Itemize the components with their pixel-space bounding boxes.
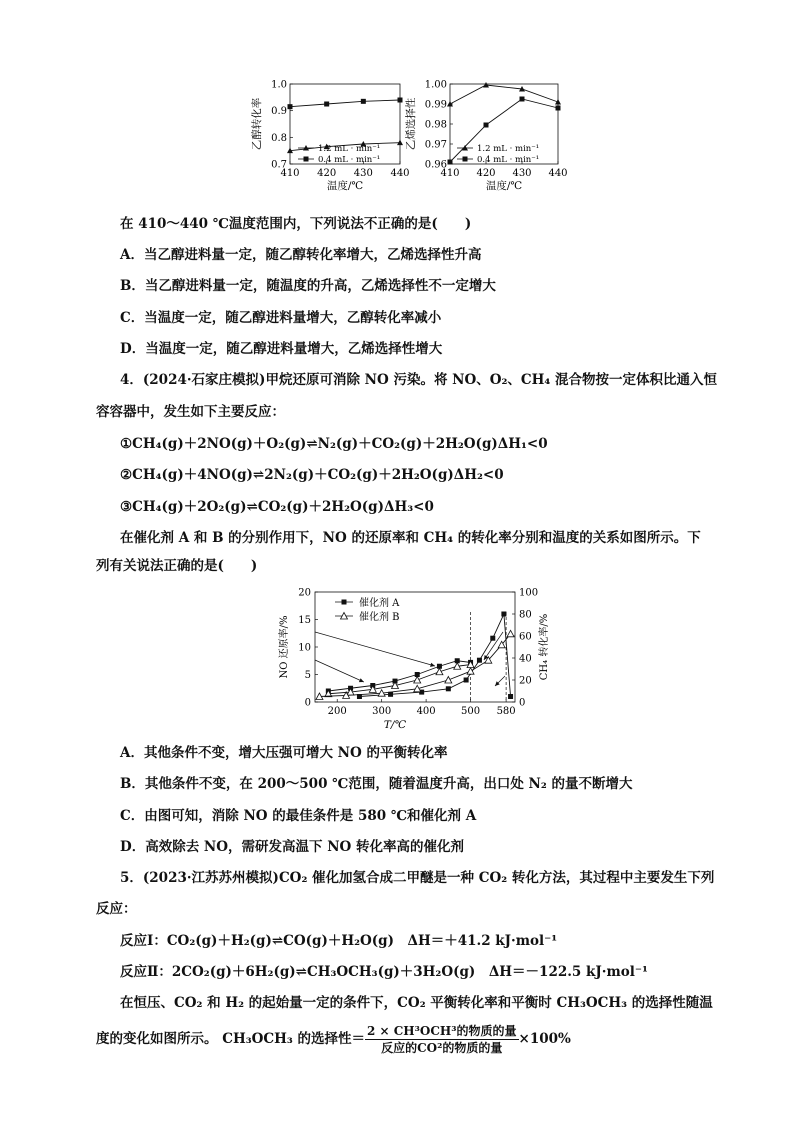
data-point xyxy=(398,98,403,103)
q4-option-a: A．其他条件不变，增大压强可增大 NO 的平衡转化率 xyxy=(120,745,448,761)
q4-stem-line1: 4．(2024·石家庄模拟)甲烷还原可消除 NO 污染。将 NO、O₂、CH₄ 混合物按一定体积比通入恒 xyxy=(120,372,718,388)
y-tick-label: 0.98 xyxy=(424,119,447,131)
data-point xyxy=(448,160,453,165)
y-tick-label: 1.00 xyxy=(424,79,447,91)
data-point xyxy=(464,678,469,683)
data-point xyxy=(436,668,443,675)
data-point xyxy=(484,123,489,128)
annotation-arrowhead xyxy=(430,663,435,667)
q5-desc-line2 xyxy=(96,1022,571,1056)
y-left-tick-label: 0 xyxy=(304,697,311,709)
q3-stem: 在 410～440 ℃温度范围内，下列说法不正确的是( ) xyxy=(120,216,472,232)
y-left-axis-label: NO 还原率/% xyxy=(279,615,290,679)
x-axis-label: 温度/℃ xyxy=(485,180,523,192)
q4-option-d: D．高效除去 NO，需研发高温下 NO 转化率高的催化剂 xyxy=(120,839,465,855)
q4-option-c: C．由图可知，消除 NO 的最佳条件是 580 ℃和催化剂 A xyxy=(120,808,477,824)
y-left-tick-label: 10 xyxy=(298,642,311,654)
q5-desc-suffix: ×100% xyxy=(518,1031,571,1047)
y-right-axis-label: CH₄ 转化率/% xyxy=(539,613,550,681)
annotation-arrow xyxy=(315,632,435,666)
data-point xyxy=(520,97,525,102)
data-point xyxy=(556,106,561,111)
legend-label: 催化剂 A xyxy=(359,598,400,609)
q5-reaction-1: 反应Ⅰ：CO₂(g)＋H₂(g)⇌CO(g)＋H₂O(g) ΔH＝＋41.2 kJ·mol⁻¹ xyxy=(120,933,558,949)
data-point xyxy=(445,677,452,684)
legend-label: 催化剂 B xyxy=(359,612,400,623)
q4-reaction-3: ③CH₄(g)＋2O₂(g)⇌CO₂(g)＋2H₂O(g)ΔH₃<0 xyxy=(120,499,434,515)
q4-desc-line2: 列有关说法正确的是( ) xyxy=(96,558,258,574)
q3-option-c: C．当温度一定，随乙醇进料量增大，乙醇转化率减小 xyxy=(120,310,442,326)
y-tick-label: 0.9 xyxy=(271,106,287,118)
y-left-tick-label: 20 xyxy=(298,587,311,599)
no-reduction-ch4-conversion-chart xyxy=(270,582,560,734)
y-axis-label: 乙烯选择性 xyxy=(405,97,417,151)
data-point xyxy=(446,686,451,691)
x-tick-label: 410 xyxy=(280,168,300,179)
q4-stem-line2: 容容器中，发生如下主要反应： xyxy=(96,404,285,420)
data-point xyxy=(288,104,293,109)
x-tick-label: 430 xyxy=(353,168,373,179)
q4-desc-line1: 在催化剂 A 和 B 的分别作用下，NO 的还原率和 CH₄ 的转化率分别和温度的关系如图所示。下 xyxy=(120,530,701,546)
y-right-tick-label: 40 xyxy=(519,653,532,665)
data-point xyxy=(501,612,506,617)
y-right-tick-label: 20 xyxy=(519,675,532,687)
fraction-numerator: 2 × CH³OCH³的物质的量 xyxy=(367,1024,517,1038)
y-tick-label: 0.7 xyxy=(271,159,287,171)
q3-option-d: D．当温度一定，随乙醇进料量增大，乙烯选择性增大 xyxy=(120,341,443,357)
y-right-tick-label: 100 xyxy=(519,587,539,599)
q3-option-a: A．当乙醇进料量一定，随乙醇转化率增大，乙烯选择性升高 xyxy=(120,247,482,263)
data-point xyxy=(361,99,366,104)
x-tick-label: 200 xyxy=(327,706,347,717)
selectivity-fraction xyxy=(365,1023,519,1056)
fraction-denominator: 反应的CO²的物质的量 xyxy=(381,1041,503,1055)
data-point xyxy=(508,694,513,699)
legend-label: 1.2 mL · min⁻¹ xyxy=(477,144,540,154)
y-right-tick-label: 60 xyxy=(519,631,532,643)
x-tick-label: 440 xyxy=(390,168,410,179)
data-point xyxy=(555,99,561,105)
q5-reaction-2: 反应Ⅱ：2CO₂(g)＋6H₂(g)⇌CH₃OCH₃(g)＋3H₂O(g) ΔH＝－122.5 kJ·mol⁻¹ xyxy=(120,964,648,980)
x-tick-label: 580 xyxy=(496,706,516,717)
data-point xyxy=(483,82,489,88)
data-point xyxy=(467,668,474,675)
y-right-tick-label: 0 xyxy=(519,697,526,709)
legend-label: 0.4 mL · min⁻¹ xyxy=(318,155,381,165)
legend-label: 1.2 mL · min⁻¹ xyxy=(318,144,381,154)
x-tick-label: 420 xyxy=(476,168,496,179)
plot-frame xyxy=(315,592,515,702)
y-tick-label: 0.99 xyxy=(424,99,447,111)
q5-stem-line1: 5．(2023·江苏苏州模拟)CO₂ 催化加氢合成二甲醚是一种 CO₂ 转化方法，其过程中主要发生下列 xyxy=(120,870,715,886)
data-point xyxy=(414,677,421,684)
q4-reaction-2: ②CH₄(g)＋4NO(g)⇌2N₂(g)＋CO₂(g)＋2H₂O(g)ΔH₂<0 xyxy=(120,467,504,483)
legend-label: 0.4 mL · min⁻¹ xyxy=(477,155,540,165)
series-line xyxy=(450,85,558,104)
legend-marker xyxy=(342,600,347,605)
x-tick-label: 300 xyxy=(372,706,392,717)
y-tick-label: 0.8 xyxy=(271,132,287,144)
data-point xyxy=(507,630,514,637)
q5-desc-line1: 在恒压、CO₂ 和 H₂ 的起始量一定的条件下，CO₂ 平衡转化率和平衡时 CH₃OCH₃ 的选择性随温 xyxy=(120,995,713,1011)
x-tick-label: 500 xyxy=(461,706,481,717)
series-line xyxy=(290,100,400,107)
q4-option-b: B．其他条件不变，在 200～500 ℃范围，随着温度升高，出口处 N₂ 的量不断增大 xyxy=(120,776,633,792)
data-point xyxy=(324,102,329,107)
q5-stem-line2: 反应： xyxy=(96,901,137,917)
y-tick-label: 0.96 xyxy=(424,159,447,171)
y-left-tick-label: 15 xyxy=(298,615,311,626)
q3-option-b: B．当乙醇进料量一定，随温度的升高，乙烯选择性不一定增大 xyxy=(120,278,496,294)
x-axis-label: 温度/℃ xyxy=(326,180,364,192)
y-axis-label: 乙醇转化率 xyxy=(251,97,263,151)
x-tick-label: 410 xyxy=(440,168,460,179)
q4-reaction-1: ①CH₄(g)＋2NO(g)＋O₂(g)⇌N₂(g)＋CO₂(g)＋2H₂O(g)ΔH₁<0 xyxy=(120,436,548,452)
x-tick-label: 440 xyxy=(548,168,568,179)
y-tick-label: 1.0 xyxy=(271,79,287,91)
annotation-arrow xyxy=(315,660,364,682)
y-tick-label: 0.97 xyxy=(424,139,447,151)
x-tick-label: 400 xyxy=(416,706,436,717)
data-point xyxy=(490,636,495,641)
ethanol-conversion-chart xyxy=(250,74,410,204)
legend-marker xyxy=(304,157,309,162)
ethylene-selectivity-chart xyxy=(405,74,575,204)
y-right-tick-label: 80 xyxy=(519,609,532,621)
x-tick-label: 430 xyxy=(512,168,532,179)
legend-marker xyxy=(463,157,468,162)
x-tick-label: 420 xyxy=(317,168,337,179)
data-point xyxy=(477,658,482,663)
q5-desc-prefix: 度的变化如图所示。 CH₃OCH₃ 的选择性＝ xyxy=(96,1031,365,1047)
x-axis-label: T/℃ xyxy=(383,719,407,731)
y-left-tick-label: 5 xyxy=(304,670,311,681)
